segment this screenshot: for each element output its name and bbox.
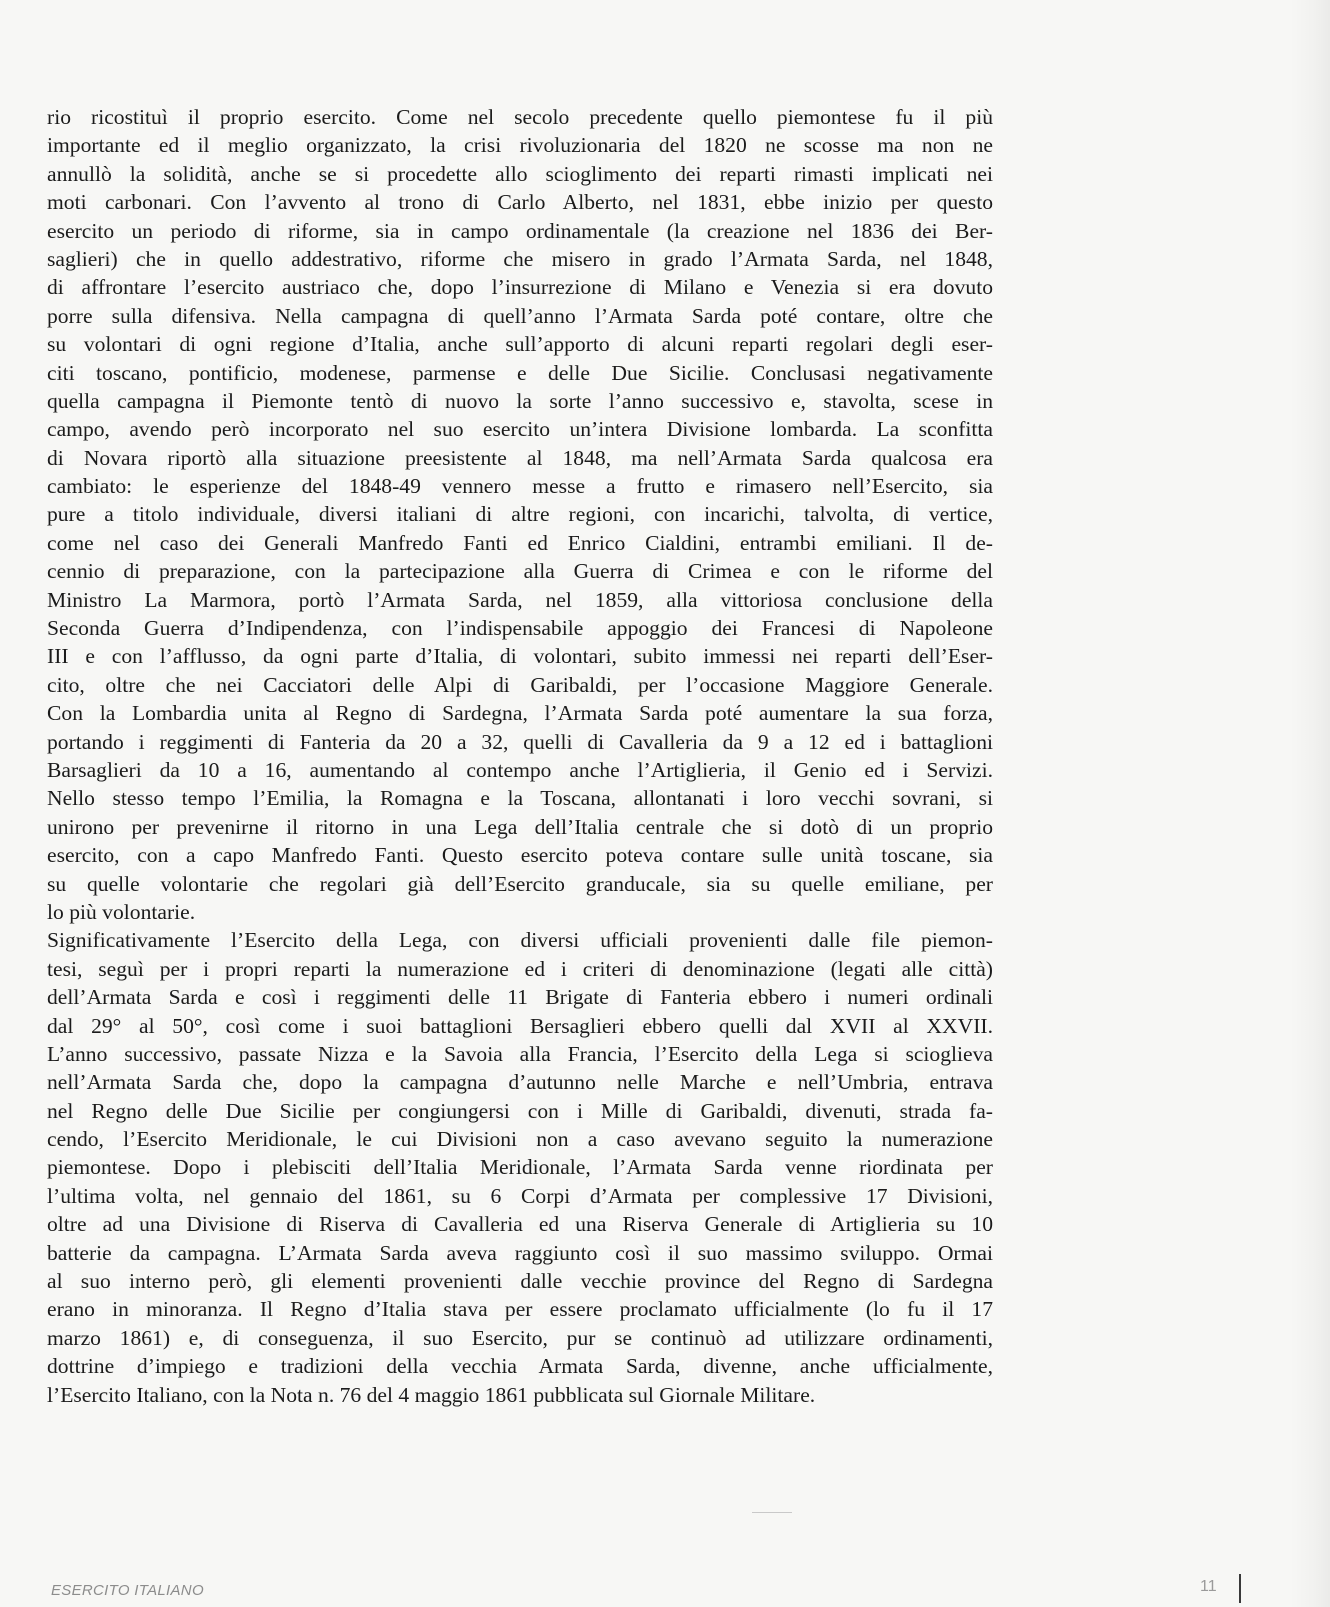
text-line: cambiato: le esperienze del 1848-49 vennero messe a frutto e rimasero nell’Esercito, sia bbox=[47, 474, 993, 499]
text-line: III e con l’afflusso, da ogni parte d’Italia, di volontari, subito immessi nei reparti dell’Eser- bbox=[47, 644, 993, 669]
text-line: oltre ad una Divisione di Riserva di Cavalleria ed una Riserva Generale di Artiglieria su 10 bbox=[47, 1212, 993, 1237]
text-line: dal 29° al 50°, così come i suoi battaglioni Bersaglieri ebbero quelli dal XVII al XXVII. bbox=[47, 1013, 993, 1038]
text-line: quella campagna il Piemonte tentò di nuovo la sorte l’anno successivo e, stavolta, scese in bbox=[47, 388, 993, 413]
text-line: Nello stesso tempo l’Emilia, la Romagna e la Toscana, allontanati i loro vecchi sovrani, si bbox=[47, 786, 993, 811]
text-line: piemontese. Dopo i plebisciti dell’Italia Meridionale, l’Armata Sarda venne riordinata per bbox=[47, 1155, 993, 1180]
text-line: porre sulla difensiva. Nella campagna di quell’anno l’Armata Sarda poté contare, oltre che bbox=[47, 303, 993, 328]
text-line: su volontari di ogni regione d’Italia, anche sull’apporto di alcuni reparti regolari degli eser- bbox=[47, 332, 993, 357]
text-line: annullò la solidità, anche se si procedette allo scioglimento dei reparti rimasti implicati nei bbox=[47, 161, 993, 186]
text-line: cito, oltre che nei Cacciatori delle Alpi di Garibaldi, per l’occasione Maggiore Generale. bbox=[47, 672, 993, 697]
text-line: al suo interno però, gli elementi provenienti dalle vecchie province del Regno di Sardegna bbox=[47, 1269, 993, 1294]
text-line: esercito, con a capo Manfredo Fanti. Questo esercito poteva contare sulle unità toscane, sia bbox=[47, 843, 993, 868]
text-line: importante ed il meglio organizzato, la crisi rivoluzionaria del 1820 ne scosse ma non ne bbox=[47, 133, 993, 158]
text-line: saglieri) che in quello addestrativo, riforme che misero in grado l’Armata Sarda, nel 1848, bbox=[47, 246, 993, 271]
text-line: batterie da campagna. L’Armata Sarda aveva raggiunto così il suo massimo sviluppo. Ormai bbox=[47, 1240, 993, 1265]
scan-mark bbox=[752, 1512, 792, 1513]
text-line: dell’Armata Sarda e così i reggimenti delle 11 Brigate di Fanteria ebbero i numeri ordinali bbox=[47, 985, 993, 1010]
text-line: lo più volontarie. bbox=[47, 899, 196, 924]
body-text bbox=[47, 103, 993, 1409]
text-line: dottrine d’impiego e tradizioni della vecchia Armata Sarda, divenne, anche ufficialmente, bbox=[47, 1354, 993, 1379]
text-line: erano in minoranza. Il Regno d’Italia stava per essere proclamato ufficialmente (lo fu il 17 bbox=[47, 1297, 993, 1322]
text-line: moti carbonari. Con l’avvento al trono di Carlo Alberto, nel 1831, ebbe inizio per questo bbox=[47, 190, 993, 215]
binding-shadow bbox=[1290, 0, 1330, 1607]
text-line: Significativamente l’Esercito della Lega, con diversi ufficiali provenienti dalle file piemon- bbox=[47, 928, 993, 953]
text-line: rio ricostituì il proprio esercito. Come nel secolo precedente quello piemontese fu il più bbox=[47, 105, 993, 129]
text-line: citi toscano, pontificio, modenese, parmense e delle Due Sicilie. Conclusasi negativamente bbox=[47, 360, 993, 385]
text-line: di affrontare l’esercito austriaco che, dopo l’insurrezione di Milano e Venezia si era dovuto bbox=[47, 275, 993, 300]
text-line: L’anno successivo, passate Nizza e la Savoia alla Francia, l’Esercito della Lega si scioglieva bbox=[47, 1041, 993, 1066]
text-line: unirono per prevenirne il ritorno in una Lega dell’Italia centrale che si dotò di un proprio bbox=[47, 814, 993, 839]
text-line: portando i reggimenti di Fanteria da 20 a 32, quelli di Cavalleria da 9 a 12 ed i battaglioni bbox=[47, 729, 993, 754]
text-line: Con la Lombardia unita al Regno di Sardegna, l’Armata Sarda poté aumentare la sua forza, bbox=[47, 701, 993, 726]
text-line: tesi, seguì per i propri reparti la numerazione ed i criteri di denominazione (legati alle città) bbox=[47, 956, 993, 981]
text-line: Barsaglieri da 10 a 16, aumentando al contempo anche l’Artiglieria, il Genio ed i Servizi. bbox=[47, 757, 993, 782]
text-line: nel Regno delle Due Sicilie per congiungersi con i Mille di Garibaldi, divenuti, strada fa- bbox=[47, 1098, 993, 1123]
running-title: ESERCITO ITALIANO bbox=[51, 1582, 204, 1599]
text-line: Ministro La Marmora, portò l’Armata Sarda, nel 1859, alla vittoriosa conclusione della bbox=[47, 587, 993, 612]
page-number: 11 bbox=[1200, 1578, 1217, 1595]
text-line: come nel caso dei Generali Manfredo Fanti ed Enrico Cialdini, entrambi emiliani. Il de- bbox=[47, 530, 993, 555]
text-line: esercito un periodo di riforme, sia in campo ordinamentale (la creazione nel 1836 dei Ber- bbox=[47, 218, 993, 243]
text-line: nell’Armata Sarda che, dopo la campagna d’autunno nelle Marche e nell’Umbria, entrava bbox=[47, 1070, 993, 1095]
page-number-rule bbox=[1239, 1574, 1241, 1603]
text-line: pure a titolo individuale, diversi italiani di altre regioni, con incarichi, talvolta, di vertice, bbox=[47, 502, 993, 527]
text-line: l’ultima volta, nel gennaio del 1861, su 6 Corpi d’Armata per complessive 17 Divisioni, bbox=[47, 1183, 993, 1208]
text-line: Seconda Guerra d’Indipendenza, con l’indispensabile appoggio dei Francesi di Napoleone bbox=[47, 616, 993, 641]
text-line: su quelle volontarie che regolari già dell’Esercito granducale, sia su quelle emiliane, per bbox=[47, 871, 993, 896]
text-line: l’Esercito Italiano, con la Nota n. 76 del 4 maggio 1861 pubblicata sul Giornale Militare. bbox=[47, 1382, 816, 1407]
text-line: campo, avendo però incorporato nel suo esercito un’intera Divisione lombarda. La sconfitta bbox=[47, 417, 993, 442]
text-line: cennio di preparazione, con la partecipazione alla Guerra di Crimea e con le riforme del bbox=[47, 559, 993, 584]
text-line: di Novara riportò alla situazione preesistente al 1848, ma nell’Armata Sarda qualcosa era bbox=[47, 445, 993, 470]
text-line: cendo, l’Esercito Meridionale, le cui Divisioni non a caso avevano seguito la numerazione bbox=[47, 1127, 993, 1152]
text-line: marzo 1861) e, di conseguenza, il suo Esercito, pur se continuò ad utilizzare ordinamenti, bbox=[47, 1325, 993, 1350]
